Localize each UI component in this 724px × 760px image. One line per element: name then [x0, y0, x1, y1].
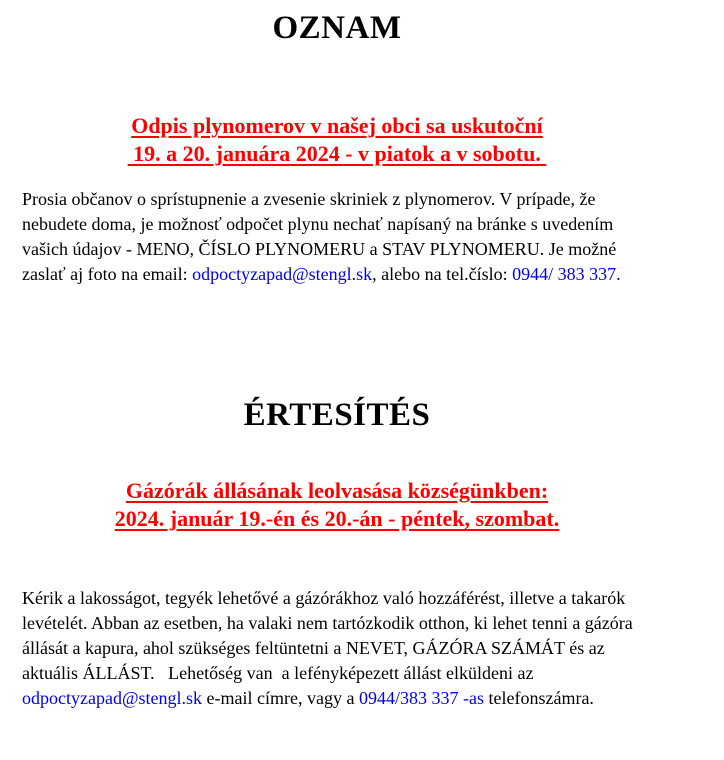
notice-line [22, 477, 652, 505]
paragraph-line [22, 212, 652, 237]
notice-line-text: Gázórák állásának leolvasása községünkben: [125, 478, 549, 503]
text-run: , alebo na tel.číslo: [372, 264, 513, 284]
phone-link-hu[interactable]: 0944/383 337 -as [358, 688, 484, 708]
text-run: állását a kapura, ahol szükséges feltüntetni a NEVET, GÁZÓRA SZÁMÁT és az [22, 638, 605, 658]
paragraph-line [22, 187, 652, 212]
notice-line [22, 505, 652, 533]
notice-heading-sk [22, 112, 652, 168]
section-title-ertesites: ÉRTESÍTÉS [243, 397, 431, 433]
email-link-hu[interactable]: odpoctyzapad@stengl.sk [22, 688, 203, 708]
paragraph-hu [22, 586, 652, 711]
text-run: Kérik a lakosságot, tegyék lehetővé a gázórákhoz való hozzáférést, illetve a takarók [22, 588, 626, 608]
text-run: nebudete doma, je možnosť odpočet plynu nechať napísaný na bránke s uvedením [22, 214, 614, 234]
paragraph-line [22, 686, 652, 711]
paragraph-line [22, 661, 652, 686]
text-run: levételét. Abban az esetben, ha valaki nem tartózkodik otthon, ki lehet tenni a gázóra [22, 613, 633, 633]
notice-heading-hu [22, 477, 652, 533]
notice-line-text: Odpis plynomerov v našej obci sa uskutoční [131, 113, 543, 138]
text-run: aktuális ÁLLÁST. Lehetőség van a lefényképezett állást elküldeni az [22, 663, 534, 683]
paragraph-sk [22, 187, 652, 287]
phone-link-sk[interactable]: 0944/ 383 337. [512, 264, 621, 284]
notice-line-text: 19. a 20. januára 2024 - v piatok a v sobotu. [127, 141, 547, 166]
paragraph-line [22, 611, 652, 636]
text-run: telefonszámra. [483, 688, 594, 708]
paragraph-line [22, 636, 652, 661]
text-run: Prosia občanov o sprístupnenie a zvesenie skriniek z plynomerov. V prípade, že [22, 189, 596, 209]
paragraph-line [22, 586, 652, 611]
notice-line-text: 2024. január 19.-én és 20.-án - péntek, szombat. [114, 506, 560, 531]
notice-line [22, 112, 652, 140]
paragraph-line [22, 262, 652, 287]
text-run: zaslať aj foto na email: [22, 264, 193, 284]
email-link-sk[interactable]: odpoctyzapad@stengl.sk [192, 264, 373, 284]
paragraph-line [22, 237, 652, 262]
section-title-oznam: OZNAM [272, 10, 402, 46]
notice-line [22, 140, 652, 168]
text-run: e-mail címre, vagy a [202, 688, 359, 708]
text-run: vašich údajov - MENO, ČÍSLO PLYNOMERU a STAV PLYNOMERU. Je možné [22, 239, 617, 259]
